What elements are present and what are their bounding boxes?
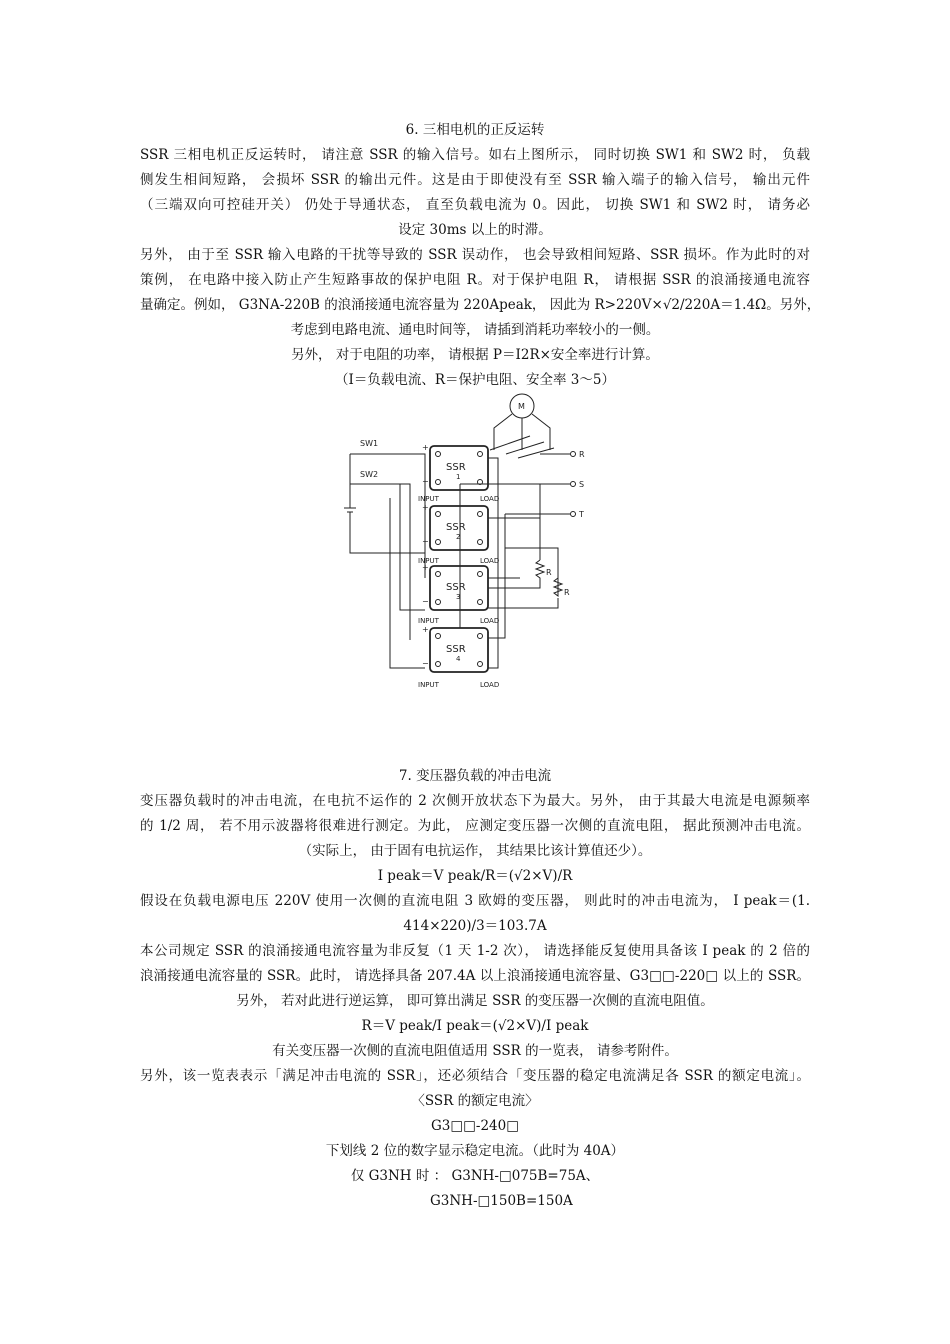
section7-line: （实际上， 由于固有电抗运作， 其结果比该计算值还少）。: [298, 843, 652, 859]
sw1-label: SW1: [360, 439, 379, 448]
section7-line: 假设在负载电源电压 220V 使用一次侧的直流电阻 3 欧姆的变压器， 则此时的冲击电流为， I peak＝(1.: [140, 893, 810, 909]
circuit-svg: [330, 388, 610, 693]
input-label: INPUT: [418, 617, 439, 625]
minus-sign: −: [422, 477, 429, 486]
sw2-label: SW2: [360, 470, 379, 479]
minus-sign: −: [422, 597, 429, 606]
input-label: INPUT: [418, 495, 439, 503]
section6-line: SSR 三相电机正反运转时， 请注意 SSR 的输入信号。如右上图所示， 同时切换 SW1 和 SW2 时， 负载: [140, 147, 810, 163]
plus-sign: +: [422, 503, 429, 512]
ssr-number: 4: [456, 655, 461, 663]
section7-line: G3□□-240□: [431, 1118, 519, 1134]
plus-sign: +: [422, 563, 429, 572]
motor-label: M: [518, 402, 525, 411]
phase-t-label: T: [579, 510, 584, 519]
section6-line: 考虑到电路电流、通电时间等， 请插到消耗功率较小的一侧。: [290, 322, 660, 338]
section6-line: 设定 30ms 以上的时滞。: [398, 222, 552, 238]
section6-line: 另外， 由于至 SSR 输入电路的干扰等导致的 SSR 误动作， 也会导致相间短路、SSR 损坏。作为此时的对: [140, 247, 810, 263]
minus-sign: −: [422, 537, 429, 546]
load-label: LOAD: [480, 495, 500, 503]
phase-r-label: R: [579, 450, 585, 459]
resistor-label: R: [546, 568, 552, 577]
section7-line: 变压器负载时的冲击电流，在电抗不运作的 2 次侧开放状态下为最大。另外， 由于其最大电流是电源频率: [140, 793, 810, 809]
ssr-label: SSR: [446, 522, 466, 533]
section7-line: G3NH-□150B=150A: [430, 1193, 573, 1209]
section7-line: 的 1/2 周， 若不用示波器将很难进行测定。为此， 应测定变压器一次侧的直流电阻， 据此预测冲击电流。: [140, 818, 810, 834]
ssr-motor-circuit-diagram: [330, 388, 610, 693]
section7-line: 有关变压器一次侧的直流电阻值适用 SSR 的一览表， 请参考附件。: [272, 1043, 678, 1059]
plus-sign: +: [422, 443, 429, 452]
plus-sign: +: [422, 625, 429, 634]
section7-formula: I peak＝V peak/R＝(√2×V)/R: [377, 868, 573, 884]
input-label: INPUT: [418, 557, 439, 565]
load-label: LOAD: [480, 557, 500, 565]
resistor-label: R: [564, 588, 570, 597]
ssr-label: SSR: [446, 582, 466, 593]
phase-s-label: S: [579, 480, 585, 489]
load-label: LOAD: [480, 681, 500, 689]
section6-line: 策例， 在电路中接入防止产生短路事故的保护电阻 R。对于保护电阻 R， 请根据 SSR 的浪涌接通电流容: [140, 272, 810, 288]
section6-heading: 6. 三相电机的正反运转: [405, 122, 545, 138]
section6-line: 量确定。例如， G3NA-220B 的浪涌接通电流容量为 220Apeak， 因此为 R>220V×√2/220A＝1.4Ω。另外，: [140, 297, 821, 313]
section7-line: 仅 G3NH 时 ： G3NH-□075B=75A、: [350, 1168, 600, 1184]
section7-formula: R＝V peak/I peak＝(√2×V)/I peak: [361, 1018, 589, 1034]
ssr-label: SSR: [446, 462, 466, 473]
section7-line: 414×220)/3＝103.7A: [403, 918, 547, 934]
section6-line: （I＝负载电流、R＝保护电阻、安全率 3～5）: [335, 372, 615, 388]
section6-line: （三端双向可控硅开关） 仍处于导通状态， 直至负载电流为 0。因此， 切换 SW1 和 SW2 时， 请务必: [140, 197, 810, 213]
section7-line: 另外， 若对此进行逆运算， 即可算出满足 SSR 的变压器一次侧的直流电阻值。: [236, 993, 714, 1009]
minus-sign: −: [422, 659, 429, 668]
section7-heading: 7. 变压器负载的冲击电流: [398, 768, 552, 784]
section6-line: 另外， 对于电阻的功率， 请根据 P＝I2R×安全率进行计算。: [291, 347, 659, 363]
ssr-number: 3: [456, 593, 461, 601]
section6-line: 侧发生相间短路， 会损坏 SSR 的输出元件。这是由于即使没有至 SSR 输入端子的输入信号， 输出元件: [140, 172, 810, 188]
ssr-number: 1: [456, 473, 461, 481]
section7-line: 本公司规定 SSR 的浪涌接通电流容量为非反复（1 天 1-2 次）， 请选择能反复使用具备该 I peak 的 2 倍的: [140, 943, 810, 959]
load-label: LOAD: [480, 617, 500, 625]
section7-line: 〈SSR 的额定电流〉: [411, 1093, 539, 1109]
ssr-number: 2: [456, 533, 461, 541]
ssr-label: SSR: [446, 644, 466, 655]
section7-line: 浪涌接通电流容量的 SSR。此时， 请选择具备 207.4A 以上浪涌接通电流容量、G3□□-220□ 以上的 SSR。: [140, 968, 810, 984]
section7-line: 下划线 2 位的数字显示稳定电流。（此时为 40A）: [325, 1143, 625, 1159]
input-label: INPUT: [418, 681, 439, 689]
section7-line: 另外，该一览表表示「满足冲击电流的 SSR」，还必须结合「变压器的稳定电流满足各 SSR 的额定电流」。: [140, 1068, 810, 1084]
